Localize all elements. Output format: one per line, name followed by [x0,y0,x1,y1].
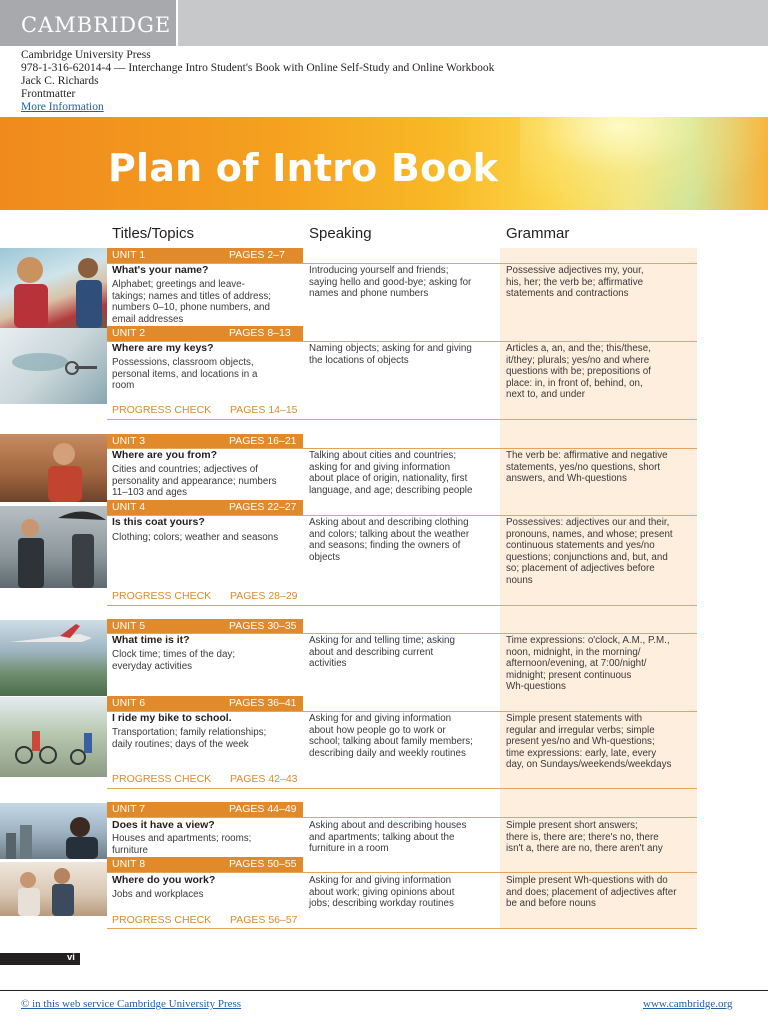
progress-pages: PAGES 56–57 [230,914,298,926]
unit-pages: PAGES 2–7 [229,249,285,261]
row-divider [107,341,697,342]
progress-check-2 [112,590,298,602]
unit-pages: PAGES 8–13 [229,327,291,339]
unit-8-topics: Jobs and workplaces [112,889,204,900]
unit-7-header [107,802,303,817]
unit-label: UNIT 2 [112,327,146,339]
unit-label: UNIT 5 [112,620,146,632]
unit3-photo-people-city [0,434,107,502]
unit-6-header [107,696,303,711]
row-divider [107,817,697,818]
unit2-photo-keys-glass [0,328,107,404]
unit-5-grammar: Time expressions: o'clock, A.M., P.M., noon, midnight, in the morning/ afternoon/evening, at 7:00/night/ midnight; present continuous Wh-questions [506,635,670,693]
unit-3-topics: Cities and countries; adjectives of personality and appearance; numbers 11–103 and ages [112,464,277,499]
unit-8-title: Where do you work? [112,874,216,886]
row-divider [107,633,697,634]
unit-1-grammar: Possessive adjectives my, your, his, her; the verb be; affirmative statements and contractions [506,265,644,300]
unit-label: UNIT 3 [112,435,146,447]
progress-label: PROGRESS CHECK [112,590,212,602]
unit-4-header [107,500,303,515]
unit-2-title: Where are my keys? [112,342,214,354]
unit-label: UNIT 7 [112,803,146,815]
unit-3-grammar: The verb be: affirmative and negative statements, yes/no questions, short answers, and Wh-questions [506,450,668,485]
row-divider [107,515,697,516]
unit-4-topics: Clothing; colors; weather and seasons [112,532,279,543]
unit-5-topics: Clock time; times of the day; everyday activities [112,649,236,672]
progress-pages: PAGES 14–15 [230,404,298,416]
unit-3-header [107,434,303,449]
unit-6-grammar: Simple present statements with regular and irregular verbs; simple present yes/no and Wh-questions; time expressions: early, late, every day, on Sundays/weekends/weekdays [506,713,672,771]
unit-1-header [107,248,303,263]
unit-1-topics: Alphabet; greetings and leave- takings; names and titles of address; numbers 0–10, phone numbers, and email addresses [112,279,272,325]
publisher-name: Cambridge University Press [21,49,151,61]
author-name: Jack C. Richards [21,75,99,87]
unit-4-grammar: Possessives: adjectives our and their, pronouns, names, and whose; present continuous statements and yes/no questions; conjunctions and, but, and so; placement of adjectives before nouns [506,517,673,586]
website-link[interactable]: www.cambridge.org [643,998,733,1010]
column-header-titles: Titles/Topics [112,225,194,242]
unit-5-title: What time is it? [112,634,190,646]
banner-light-flare [520,117,768,210]
unit6-photo-cyclists [0,697,107,777]
unit-7-title: Does it have a view? [112,819,215,831]
row-divider [107,419,697,420]
unit-5-header [107,619,303,634]
page-number-bar [0,953,80,965]
unit-4-speaking: Asking about and describing clothing and colors; talking about the weather and seasons; finding the owners of objects [309,517,470,563]
unit-label: UNIT 4 [112,501,146,513]
unit-1-title: What's your name? [112,264,209,276]
unit-3-title: Where are you from? [112,449,218,461]
progress-check-3 [112,773,298,785]
unit7-photo-city-view [0,803,107,859]
unit-5-speaking: Asking for and telling time; asking about and describing current activities [309,635,455,670]
unit-6-topics: Transportation; family relationships; daily routines; days of the week [112,727,267,750]
unit-2-speaking: Naming objects; asking for and giving the locations of objects [309,343,472,366]
unit-4-title: Is this coat yours? [112,516,205,528]
row-divider [107,605,697,606]
row-divider [107,928,697,929]
row-divider [107,711,697,712]
unit-pages: PAGES 50–55 [229,858,297,870]
unit1-photo-young-man [0,248,107,328]
unit-2-header [107,326,303,341]
progress-pages: PAGES 42–43 [230,773,298,785]
section-name: Frontmatter [21,88,76,100]
more-information-link[interactable]: More Information [21,101,104,113]
unit-6-title: I ride my bike to school. [112,712,232,724]
unit-label: UNIT 6 [112,697,146,709]
unit-2-topics: Possessions, classroom objects, personal items, and locations in a room [112,357,258,392]
progress-check-1 [112,404,298,416]
unit-2-grammar: Articles a, an, and the; this/these, it/they; plurals; yes/no and where questions with be; prepositions of place: in, in front of, behind, on, next to, and under [506,343,651,401]
copyright-link[interactable]: © in this web service Cambridge University Press [21,998,242,1010]
unit-pages: PAGES 36–41 [229,697,297,709]
unit-3-speaking: Talking about cities and countries; asking for and giving information about place of origin, nationality, first language, and age; describing people [309,450,473,496]
logo-text: CAMBRIDGE [21,13,172,37]
unit-8-speaking: Asking for and giving information about work; giving opinions about jobs; describing workday routines [309,875,455,910]
unit-label: UNIT 1 [112,249,146,261]
row-divider [107,263,697,264]
unit-pages: PAGES 44–49 [229,803,297,815]
unit-pages: PAGES 30–35 [229,620,297,632]
unit-pages: PAGES 16–21 [229,435,297,447]
row-divider [107,788,697,789]
unit-7-topics: Houses and apartments; rooms; furniture [112,833,252,856]
unit-7-grammar: Simple present short answers; there is, there are; there's no, there isn't a, there are no, there aren't any [506,820,663,855]
unit-6-speaking: Asking for and giving information about how people go to work or school; talking about family members; describing daily and weekly routines [309,713,473,759]
isbn-line: 978-1-316-62014-4 — Interchange Intro Student's Book with Online Self-Study and Online Workbook [21,62,495,74]
progress-check-4 [112,914,298,926]
column-header-speaking: Speaking [309,225,372,242]
unit-pages: PAGES 22–27 [229,501,297,513]
row-divider [107,448,697,449]
progress-label: PROGRESS CHECK [112,404,212,416]
unit-8-header [107,857,303,872]
footer-divider [0,990,768,991]
unit-1-speaking: Introducing yourself and friends; saying hello and good-bye; asking for names and phone numbers [309,265,472,300]
page-title: Plan of Intro Book [108,146,499,190]
cambridge-logo[interactable] [0,0,178,46]
progress-pages: PAGES 28–29 [230,590,298,602]
unit5-photo-airplane-sky [0,620,107,696]
unit8-photo-workplace [0,862,107,916]
unit-8-grammar: Simple present Wh-questions with do and does; placement of adjectives after be and before nouns [506,875,677,910]
unit-label: UNIT 8 [112,858,146,870]
unit4-photo-people-umbrella [0,506,107,588]
progress-label: PROGRESS CHECK [112,914,212,926]
row-divider [107,872,697,873]
column-header-grammar: Grammar [506,225,570,242]
page-number: vi [67,952,75,963]
unit-7-speaking: Asking about and describing houses and apartments; talking about the furniture in a room [309,820,467,855]
progress-label: PROGRESS CHECK [112,773,212,785]
